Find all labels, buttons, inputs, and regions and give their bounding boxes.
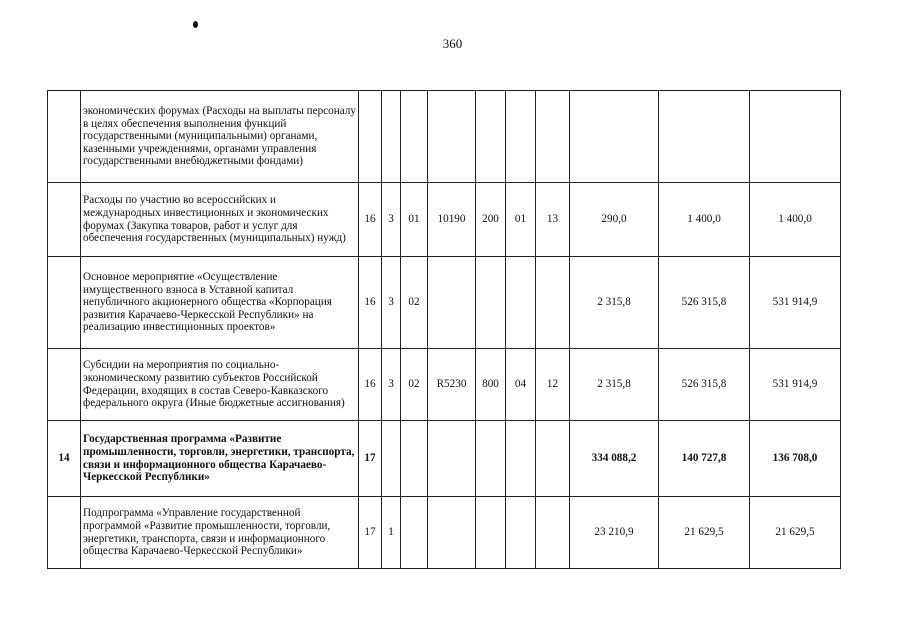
amount-year-2: 140 727,8 [659,421,750,497]
code-event: 01 [401,183,428,257]
code-subprogram: 1 [382,497,401,569]
amount-year-1: 2 315,8 [570,349,659,421]
code-event: 02 [401,349,428,421]
code-direction: 10190 [428,183,476,257]
code-expense-type [476,497,506,569]
amount-year-3: 21 629,5 [750,497,841,569]
code-section [506,257,536,349]
amount-year-3 [750,91,841,183]
code-section [506,421,536,497]
code-direction [428,91,476,183]
row-number [48,257,81,349]
row-description: экономических форумах (Расходы на выплаты персоналу в целях обеспечения выполнения функций государственными (муниципальными) органами, казенными учреждениями, органами управления государственными внебюджетными фондами) [81,91,359,183]
code-subsection [536,497,570,569]
code-subprogram [382,91,401,183]
amount-year-1: 334 088,2 [570,421,659,497]
code-subprogram: 3 [382,183,401,257]
code-subsection [536,257,570,349]
amount-year-2: 526 315,8 [659,349,750,421]
row-description: Государственная программа «Развитие промышленности, торговли, энергетики, транспорта, связи и информационного общества Карачаево-Черкесской Республики» [81,421,359,497]
code-direction [428,421,476,497]
code-expense-type [476,257,506,349]
table-row [48,257,841,349]
amount-year-1: 23 210,9 [570,497,659,569]
amount-year-2: 526 315,8 [659,257,750,349]
code-section [506,497,536,569]
row-number [48,497,81,569]
code-expense-type: 800 [476,349,506,421]
amount-year-1: 2 315,8 [570,257,659,349]
table-row [48,183,841,257]
code-subsection [536,91,570,183]
row-number [48,349,81,421]
code-ministry: 16 [359,349,382,421]
amount-year-2: 1 400,0 [659,183,750,257]
amount-year-3: 136 708,0 [750,421,841,497]
row-description: Субсидии на мероприятия по социально-экономическому развитию субъектов Российской Федерации, входящих в состав Северо-Кавказского федерального округа (Иные бюджетные ассигнования) [81,349,359,421]
amount-year-1 [570,91,659,183]
code-ministry: 16 [359,183,382,257]
table-row [48,421,841,497]
code-event [401,497,428,569]
code-expense-type [476,421,506,497]
code-subprogram: 3 [382,257,401,349]
code-subsection: 13 [536,183,570,257]
amount-year-1: 290,0 [570,183,659,257]
scan-mark-dot [193,21,198,28]
code-section [506,91,536,183]
amount-year-3: 531 914,9 [750,349,841,421]
amount-year-3: 531 914,9 [750,257,841,349]
code-direction [428,497,476,569]
code-direction [428,257,476,349]
table-row [48,497,841,569]
amount-year-2 [659,91,750,183]
budget-table [47,90,841,569]
code-event [401,91,428,183]
row-number [48,183,81,257]
row-number: 14 [48,421,81,497]
row-number [48,91,81,183]
code-subsection [536,421,570,497]
code-expense-type: 200 [476,183,506,257]
code-ministry: 17 [359,497,382,569]
code-event: 02 [401,257,428,349]
code-section: 04 [506,349,536,421]
code-event [401,421,428,497]
code-subprogram [382,421,401,497]
code-section: 01 [506,183,536,257]
code-ministry: 16 [359,257,382,349]
row-description: Подпрограмма «Управление государственной программой «Развитие промышленности, торговли, энергетики, транспорта, связи и информационного общества Карачаево-Черкесской Республики» [81,497,359,569]
code-ministry [359,91,382,183]
page-number: 360 [442,36,463,51]
code-direction: R5230 [428,349,476,421]
code-subprogram: 3 [382,349,401,421]
amount-year-2: 21 629,5 [659,497,750,569]
amount-year-3: 1 400,0 [750,183,841,257]
table-row [48,349,841,421]
table-row [48,91,841,183]
row-description: Расходы по участию во всероссийских и международных инвестиционных и экономических форумах (Закупка товаров, работ и услуг для обеспечения государственных (муниципальных) нужд) [81,183,359,257]
code-expense-type [476,91,506,183]
code-subsection: 12 [536,349,570,421]
code-ministry: 17 [359,421,382,497]
row-description: Основное мероприятие «Осуществление имущественного взноса в Уставной капитал непубличного акционерного общества «Корпорация развития Карачаево-Черкесской Республики» на реализацию инвестиционных проектов» [81,257,359,349]
